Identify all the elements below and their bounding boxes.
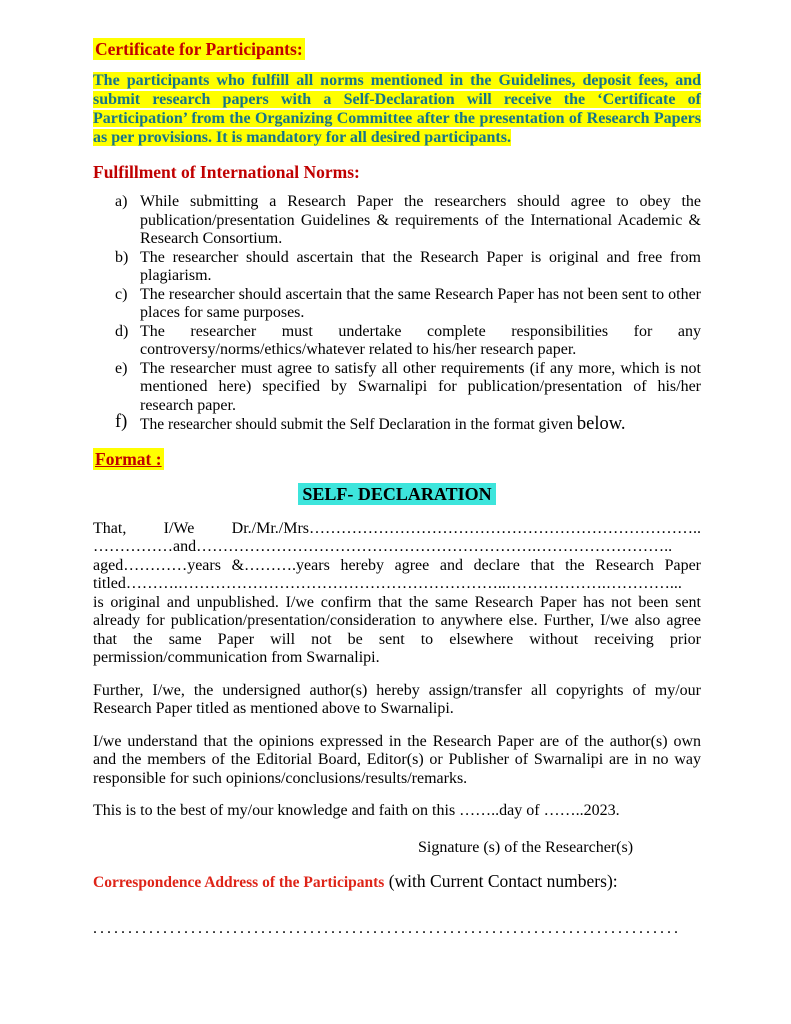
correspondence-line [93,872,701,893]
intro-paragraph-text: The participants who fulfill all norms mentioned in the Guidelines, deposit fees, and submit research papers with a Self-Declaration will receive the ‘Certificate of Participation’ from the Organizing Committee after the presentation of Research Papers as per provisions. It is mandatory for all desired participants. [93,71,701,146]
norm-text-f-below: below. [576,414,626,434]
declaration-body [93,520,701,668]
correspondence-rest: (with Current Contact numbers): [384,871,618,891]
heading-certificate [93,40,701,59]
norm-text-d: The researcher must undertake complete responsibilities for any controversy/norms/ethics/whatever related to his/her research paper. [140,322,701,358]
heading-norms: Fulfillment of International Norms: [93,161,360,182]
norms-list [93,193,701,435]
declaration-line-3: aged…………years &……….years hereby agree and declare that the Research Paper [93,556,701,574]
declaration-line-7: that the same Paper will not be sent to elsewhere without receiving prior [93,630,701,648]
norm-item-d [93,323,701,360]
copyright-paragraph: Further, I/we, the undersigned author(s) hereby assign/transfer all copyrights of my/our Research Paper titled as mentioned above to Swarnalipi. [93,681,701,717]
norm-text-f: The researcher should submit the Self Declaration in the format given [140,416,577,433]
correspondence-label: Correspondence Address of the Participants [93,874,385,891]
heading-certificate-text: Certificate for Participants: [95,39,303,59]
norm-text-c: The researcher should ascertain that the same Research Paper has not been sent to other places for same purposes. [140,285,701,321]
norm-marker-e: e) [115,359,128,377]
declaration-line-8: permission/communication from Swarnalipi. [93,649,380,666]
norm-marker-d: d) [115,322,129,340]
norm-item-e [93,360,701,416]
norm-marker-c: c) [115,285,128,303]
norm-marker-a: a) [115,193,128,210]
address-dotted-line: .................................................................................... [93,919,681,937]
heading-format-text: Format : [95,448,162,469]
declaration-line-6: already for publication/presentation/consideration to anywhere else. Further, I/we also agree [93,612,701,629]
declaration-line-1: That, I/We Dr./Mr./Mrs……………………………………………………………….. [93,519,701,537]
intro-paragraph [93,71,701,147]
signature-line: Signature (s) of the Researcher(s) [418,838,634,856]
norm-text-b: The researcher should ascertain that the Research Paper is original and free from plagiarism. [140,248,701,284]
norm-text-a: While submitting a Research Paper the researchers should agree to obey the publication/presentation Guidelines & requirements of the International Academic & Research Consortium. [140,193,701,247]
declaration-line-4: titled……….……………………………………………………..……………….…………... [93,575,682,592]
norm-item-c [93,286,701,323]
opinions-paragraph: I/we understand that the opinions expressed in the Research Paper are of the author(s) own and the members of the Editorial Board, Editor(s) or Publisher of Swarnalipi are in no way responsible for such opinions/conclusions/results/remarks. [93,732,701,787]
declaration-line-5: is original and unpublished. I/we confirm that the same Research Paper has not been sent [93,593,701,611]
date-line: This is to the best of my/our knowledge and faith on this ……..day of ……..2023. [93,802,620,819]
norm-item-f [93,412,701,435]
norm-item-a [93,193,701,249]
heading-format [93,450,701,469]
declaration-line-2: ……………and……………………………………………………….…………………….. [93,538,673,555]
declaration-title-row [93,485,701,506]
norm-marker-f: f) [115,412,128,432]
norm-text-e: The researcher must agree to satisfy all other requirements (if any more, which is not mentioned here) specified by Swarnalipi for publication/presentation of his/her research paper. [140,359,701,414]
norm-marker-b: b) [115,248,129,266]
norm-item-b [93,249,701,286]
declaration-title: SELF- DECLARATION [298,483,495,505]
